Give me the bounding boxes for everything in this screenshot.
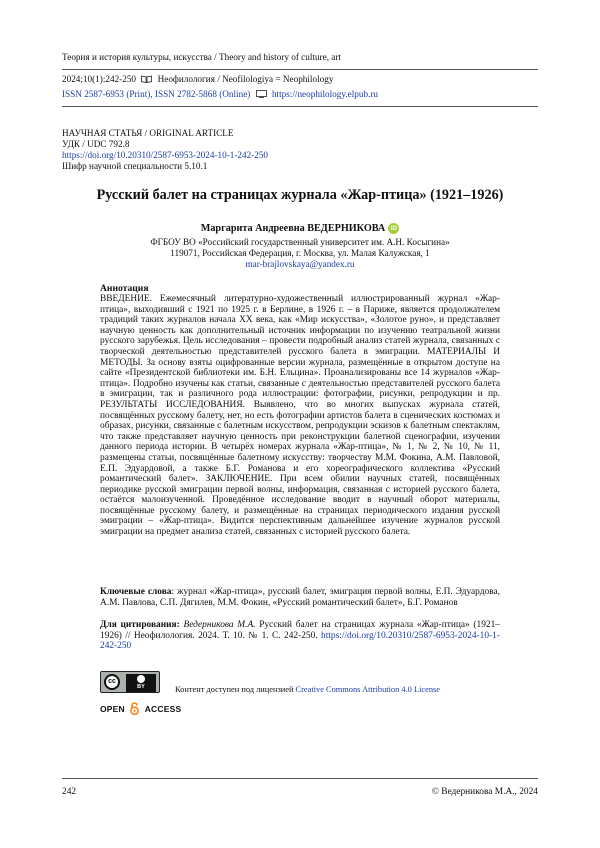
author-line [62, 223, 538, 235]
issue-info: 2024;10(1):242-250 [62, 74, 136, 84]
keywords-label: Ключевые слова [100, 587, 171, 597]
citation-doi-link[interactable]: https://doi.org/10.20310/2587-6953-2024-10-1-242-250 [100, 631, 500, 652]
license-line [175, 685, 440, 695]
specialty-code: Шифр научной специальности 5.10.1 [62, 161, 207, 172]
affiliation: ФГБОУ ВО «Российский государственный университет им. А.Н. Косыгина» [62, 237, 538, 248]
address: 119071, Российская Федерация, г. Москва, ул. Малая Калужская, 1 [62, 248, 538, 259]
footer-divider [62, 778, 538, 779]
license-text: Контент доступен под лицензией [175, 685, 296, 694]
article-type: НАУЧНАЯ СТАТЬЯ / ORIGINAL ARTICLE [62, 128, 234, 139]
journal-header-line: Теория и история культуры, искусства / Theory and history of culture, art [62, 52, 341, 63]
by-icon [126, 674, 156, 692]
abstract-text: ВВЕДЕНИЕ. Ежемесячный литературно-художественный иллюстрированный журнал «Жар-птица», выходивший с 1921 по 1925 г. в Берлине, в 1926 г. – в Париже, является продолжателем традиций таких журналов начала XX века, как «Мир искусства», «Золотое руно», и представляет научную ценность как дополнительный источник информации по изучению театральной жизни русского зарубежья. Цель исследования – провести подробный анализ статей журнала, связанных с творческой деятельностью представителей русского балета в эмиграции. МАТЕРИАЛЫ И МЕТОДЫ. За основу взяты оцифрованные версии журнала, размещённые в открытом доступе на сайте «Президентской библиотеки им. Б.Н. Ельцина». Проанализированы все 14 журналов «Жар-птица». Подробно изучены как статьи, связанные с деятельностью представителей русского балета в эмиграции, так и различного рода иллюстрации: фотографии, рисунки, репродукции и пр. РЕЗУЛЬТАТЫ ИССЛЕДОВАНИЯ. Выявлено, что во многих выпусках журнала статей, посвящённых русскому балету, нет, но есть фотографии артистов балета в сценических костюмах и образах, рисунки, связанные с балетным искусством, репродукции эскизов к балетным спектаклям, что также представляет научную ценность при реконструкции балетной сценографии, изучении данного периода истории. В четырёх номерах журнала «Жар-птица», № 1, № 2, № 10, № 11, размещены статьи, посвящённые балетному искусству: творчеству М.М. Фокина, А.М. Павловой, Е.П. Эдуардовой, а также Б.Г. Романова и его хореографического коллектива «Русский романтический балет». ЗАКЛЮЧЕНИЕ. При всем обилии научных статей, посвящённых периодике русской эмиграции первой волны, информация, связанная с историей русского балета, остаётся малоизученной. Проведённое исследование вводит в научный оборот материалы, посвящённые русскому балету, и размещённые на страницах периодического издания русской эмиграции – «Жар-птица». Видится перспективным дальнейшее изучение журналов русской эмиграции на предмет анализа статей, связанных с историей русского балета. [100, 294, 500, 538]
citation-label: Для цитирования: [100, 620, 180, 630]
author-email[interactable]: mar-brajlovskaya@yandex.ru [62, 259, 538, 270]
citation-text: Русский балет на страницах журнала «Жар-птица» (1921–1926) // Неофилология. 2024. Т. 10. № 1. С. 242-250. [100, 620, 500, 641]
journal-site-link[interactable]: https://neophilology.elpub.ru [272, 89, 378, 99]
open-access-right: ACCESS [145, 704, 182, 714]
monitor-icon [256, 90, 267, 98]
abstract-heading: Аннотация [100, 283, 149, 294]
doi-link[interactable]: https://doi.org/10.20310/2587-6953-2024-10-1-242-250 [62, 150, 268, 161]
page-number: 242 [62, 787, 76, 798]
person-icon [137, 675, 145, 683]
by-label: BY [126, 684, 156, 691]
issn-info: ISSN 2587-6953 (Print), ISSN 2782-5868 (Online) [62, 89, 250, 99]
citation [100, 620, 500, 652]
open-access-logo [100, 702, 181, 716]
copyright: © Ведерникова М.А., 2024 [432, 787, 538, 798]
subject-info: Неофилология / Neofilologiya = Neophilology [158, 74, 334, 84]
license-link[interactable]: Creative Commons Attribution 4.0 License [296, 685, 440, 694]
udc: УДК / UDC 792.8 [62, 139, 129, 150]
cc-by-badge[interactable] [100, 671, 160, 693]
open-access-left: OPEN [100, 704, 125, 714]
open-lock-icon [129, 702, 140, 715]
header-divider-2 [62, 106, 538, 107]
citation-author: Ведерникова М.А. [183, 620, 255, 630]
keywords [100, 587, 500, 608]
author-name: Маргарита Андреевна ВЕДЕРНИКОВА [201, 223, 386, 234]
issn-line [62, 89, 378, 100]
issue-line [62, 74, 333, 85]
keywords-text: : журнал «Жар-птица», русский балет, эмиграция первой волны, Е.П. Эдуардова, А.М. Павлова, С.П. Дягилев, М.М. Фокин, «Русский романтический балет», Б.Г. Романов [100, 587, 500, 608]
header-divider [62, 69, 538, 70]
page-title: Русский балет на страницах журнала «Жар-птица» (1921–1926) [62, 187, 538, 204]
cc-icon: cc [104, 674, 120, 690]
orcid-icon[interactable]: iD [388, 223, 399, 234]
book-icon [141, 75, 152, 83]
